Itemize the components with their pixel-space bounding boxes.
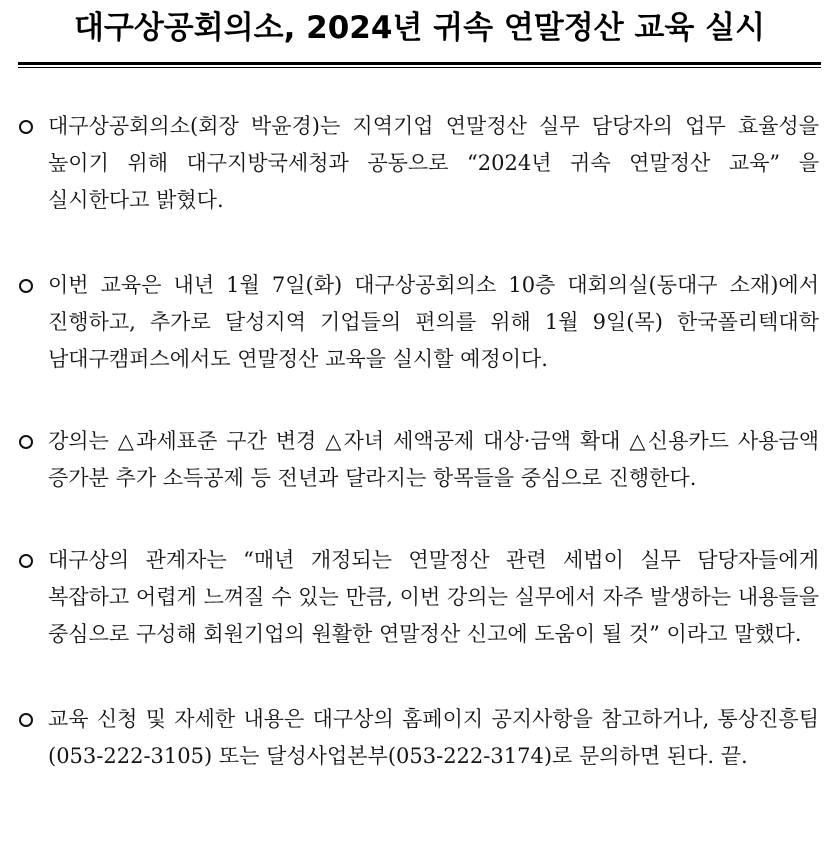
paragraph-text: 대구상의 관계자는 “매년 개정되는 연말정산 관련 세법이 실무 담당자들에게 복잡하고 어렵게 느껴질 수 있는 만큼, 이번 강의는 실무에서 자주 발생하는 내용들을 중심으로 구성해 회원기업의 원활한 연말정산 신고에 도움이 될 것” 이라고 말했다. bbox=[48, 548, 819, 646]
circle-bullet-icon bbox=[19, 435, 33, 449]
paragraph-text: 대구상공회의소(회장 박윤경)는 지역기업 연말정산 실무 담당자의 업무 효율성을 높이기 위해 대구지방국세청과 공동으로 “2024년 귀속 연말정산 교육” 을 실시한다고 밝혔다. bbox=[48, 114, 819, 212]
circle-bullet-icon bbox=[19, 554, 33, 568]
paragraph-5 bbox=[0, 701, 839, 775]
circle-bullet-icon bbox=[19, 713, 33, 727]
paragraph-2 bbox=[0, 267, 839, 378]
circle-bullet-icon bbox=[19, 279, 33, 293]
paragraph-text: 이번 교육은 내년 1월 7일(화) 대구상공회의소 10층 대회의실(동대구 소재)에서 진행하고, 추가로 달성지역 기업들의 편의를 위해 1월 9일(목) 한국폴리텍대학 남대구캠퍼스에서도 연말정산 교육을 실시할 예정이다. bbox=[48, 273, 819, 371]
paragraph-text: 강의는 △과세표준 구간 변경 △자녀 세액공제 대상·금액 확대 △신용카드 사용금액 증가분 추가 소득공제 등 전년과 달라지는 항목들을 중심으로 진행한다. bbox=[48, 429, 819, 490]
paragraph-4 bbox=[0, 542, 839, 653]
paragraph-text: 교육 신청 및 자세한 내용은 대구상의 홈페이지 공지사항을 참고하거나, 통상진흥팀(053-222-3105) 또는 달성사업본부(053-222-3174)로 문의하면 된다. 끝. bbox=[48, 707, 819, 768]
title-rule-thin bbox=[18, 67, 821, 68]
circle-bullet-icon bbox=[19, 120, 33, 134]
paragraph-1 bbox=[0, 108, 839, 219]
paragraph-3 bbox=[0, 423, 839, 497]
title-rule-thick bbox=[18, 62, 821, 65]
document-title: 대구상공회의소, 2024년 귀속 연말정산 교육 실시 bbox=[73, 10, 766, 46]
body-paragraphs bbox=[0, 108, 839, 823]
